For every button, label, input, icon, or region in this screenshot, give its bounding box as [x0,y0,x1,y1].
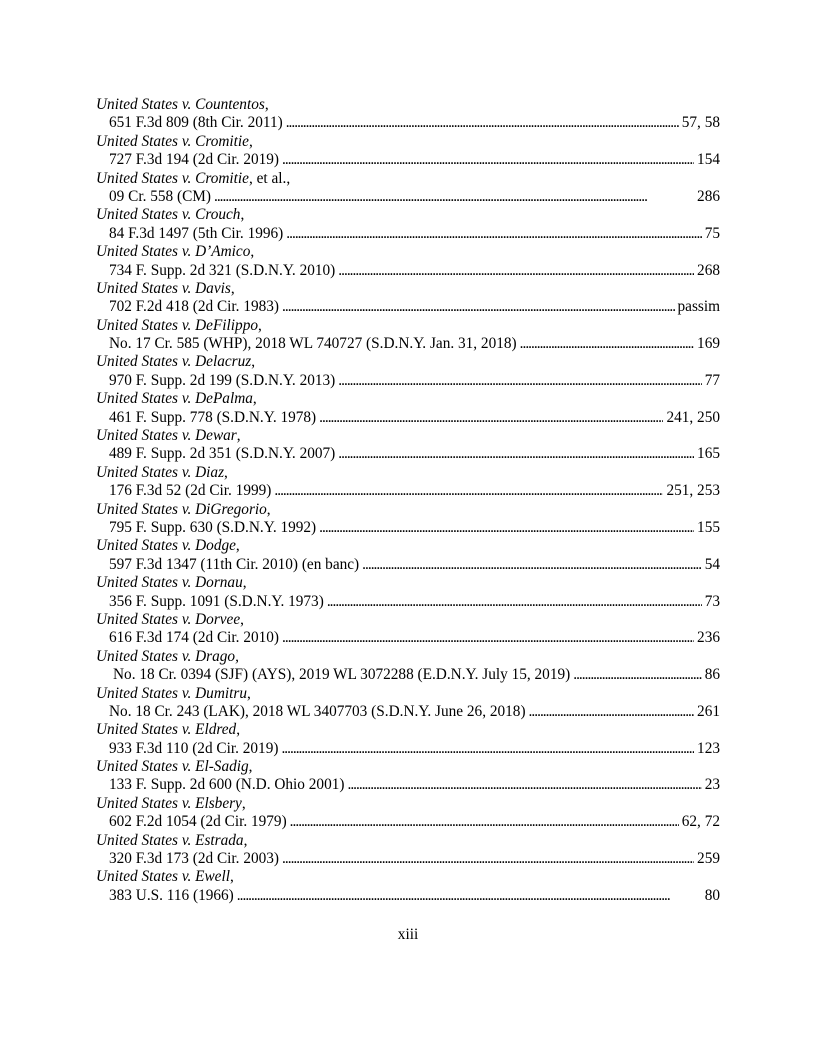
dot-leader [529,703,695,721]
case-name-suffix: , [240,610,244,628]
dot-leader [573,666,701,684]
citation: 651 F.3d 809 (8th Cir. 2011) [109,114,283,132]
table-of-authorities [96,96,720,905]
citation: 727 F.3d 194 (2d Cir. 2019) [109,151,280,169]
case-name-line [96,685,720,703]
page-references: 155 [697,518,720,536]
toa-entry [96,464,720,501]
citation-line [96,740,720,758]
toa-entry [96,537,720,574]
case-name-line [96,280,720,298]
case-name-line [96,611,720,629]
citation-line [96,262,720,280]
case-name-suffix: , [266,500,271,518]
dot-leader [214,188,694,206]
page-references: 77 [704,371,720,389]
case-name: United States v. D’Amico [96,243,251,261]
case-name-line [96,868,720,886]
case-name-suffix: , [248,758,253,776]
case-name-line [96,795,720,813]
citation-line [96,666,720,684]
case-name: United States v. Dewar [96,427,237,445]
page-references: 80 [704,886,720,904]
case-name-suffix: , [242,574,247,592]
toa-entry [96,611,720,648]
case-name: United States v. Dorvee [96,610,241,628]
case-name-line [96,501,720,519]
toa-entry [96,574,720,611]
dot-leader [282,850,694,868]
citation: 09 Cr. 558 (CM) [109,187,211,205]
citation-line [96,114,720,132]
case-name-line [96,832,720,850]
citation: No. 18 Cr. 0394 (SJF) (AYS), 2019 WL 3072288 (E.D.N.Y. July 15, 2019) [113,666,571,684]
case-name-line [96,206,720,224]
page-references: 268 [697,261,720,279]
citation: 176 F.3d 52 (2d Cir. 1999) [109,482,272,500]
toa-entry [96,758,720,795]
case-name: United States v. Davis [96,279,231,297]
case-name: United States v. DePalma [96,390,253,408]
citation-line [96,188,720,206]
page-references: 261 [697,702,720,720]
citation: No. 17 Cr. 585 (WHP), 2018 WL 740727 (S.D.N.Y. Jan. 31, 2018) [109,335,517,353]
dot-leader [327,593,702,611]
case-name: United States v. DiGregorio [96,500,267,518]
case-name-line [96,648,720,666]
case-name: United States v. Cromitie [96,132,249,150]
citation-line [96,335,720,353]
dot-leader [282,629,694,647]
citation: 970 F. Supp. 2d 199 (S.D.N.Y. 2013) [109,371,336,389]
citation-line [96,519,720,537]
toa-entry [96,832,720,869]
citation: 133 F. Supp. 2d 600 (N.D. Ohio 2001) [109,776,345,794]
case-name-suffix: , [258,316,262,334]
page-references: 169 [697,335,720,353]
citation-line [96,887,720,905]
case-name-line [96,758,720,776]
toa-entry [96,648,720,685]
page-references: 236 [697,629,720,647]
case-name-suffix: , [252,390,257,408]
page-references: 251, 253 [666,482,720,500]
toa-entry [96,353,720,390]
citation-line [96,372,720,390]
citation-line [96,813,720,831]
toa-entry [96,721,720,758]
case-name-suffix: , [236,427,241,445]
dot-leader [281,740,694,758]
page-references: 165 [697,445,720,463]
citation: 933 F.3d 110 (2d Cir. 2019) [109,739,279,757]
case-name: United States v. Dumitru [96,684,247,702]
case-name-line [96,170,720,188]
case-name: United States v. El-Sadig [96,758,249,776]
toa-entry [96,243,720,280]
citation: 356 F. Supp. 1091 (S.D.N.Y. 1973) [109,592,324,610]
case-name: United States v. Countentos [96,96,265,113]
case-name-line [96,353,720,371]
case-name-line [96,96,720,114]
case-name: United States v. DeFilippo [96,316,258,334]
citation: 702 F.2d 418 (2d Cir. 1983) [109,298,280,316]
case-name: United States v. Crouch [96,206,241,224]
citation: 795 F. Supp. 630 (S.D.N.Y. 1992) [109,518,317,536]
case-name-line [96,464,720,482]
dot-leader [338,262,694,280]
case-name-suffix: , [224,463,228,481]
toa-entry [96,206,720,243]
page-references: 57, 58 [681,114,720,132]
case-name-suffix: , [248,132,253,150]
case-name-line [96,537,720,555]
dot-leader [237,887,702,905]
page-references: 23 [704,776,720,794]
dot-leader [362,556,702,574]
case-name: United States v. Drago, [96,647,239,665]
toa-entry [96,170,720,207]
citation: 602 F.2d 1054 (2d Cir. 1979) [109,813,287,831]
case-name-suffix: , [251,353,256,371]
case-name-suffix: , et al., [248,169,291,187]
case-name-line [96,427,720,445]
case-name-line [96,390,720,408]
case-name-suffix: , [246,684,251,702]
toa-entry [96,795,720,832]
dot-leader [520,335,694,353]
case-name-suffix: , [240,206,245,224]
citation-line [96,445,720,463]
page-references: passim [677,298,720,316]
page-references: 73 [704,592,720,610]
case-name-suffix: , [236,721,241,739]
dot-leader [319,519,694,537]
case-name-line [96,721,720,739]
case-name-suffix: , [243,831,248,849]
page-references: 86 [704,666,720,684]
page-references: 54 [704,555,720,573]
dot-leader [286,114,679,132]
citation-line [96,629,720,647]
dot-leader [282,151,694,169]
toa-entry [96,317,720,354]
case-name: United States v. Delacruz [96,353,252,371]
citation: 597 F.3d 1347 (11th Cir. 2010) (en banc) [109,555,360,573]
citation-line [96,850,720,868]
citation-line [96,593,720,611]
citation: 616 F.3d 174 (2d Cir. 2010) [109,629,280,647]
citation-line [96,298,720,316]
toa-entry [96,427,720,464]
citation-line [96,225,720,243]
citation-line [96,776,720,794]
citation: 320 F.3d 173 (2d Cir. 2003) [109,850,280,868]
page-references: 241, 250 [666,408,720,426]
case-name-line [96,133,720,151]
case-name: United States v. Diaz [96,463,225,481]
case-name: United States v. Elsbery [96,794,242,812]
toa-entry [96,390,720,427]
page-references: 154 [697,151,720,169]
dot-leader [338,445,694,463]
case-name-suffix: , [229,868,234,886]
dot-leader [319,409,663,427]
citation-line [96,482,720,500]
case-name-suffix: , [241,794,246,812]
case-name: United States v. Cromitie [96,169,249,187]
dot-leader [282,298,674,316]
citation-line [96,556,720,574]
dot-leader [347,776,701,794]
citation: 84 F.3d 1497 (5th Cir. 1996) [109,224,284,242]
case-name: United States v. Eldred [96,721,237,739]
case-name: United States v. Dodge [96,537,236,555]
citation-line [96,151,720,169]
dot-leader [286,225,701,243]
page-references: 75 [704,224,720,242]
citation: 461 F. Supp. 778 (S.D.N.Y. 1978) [109,408,317,426]
case-name-suffix: , [230,279,235,297]
page-references: 62, 72 [681,813,720,831]
case-name-suffix: , [264,96,269,113]
case-name-suffix: , [235,537,240,555]
dot-leader [290,813,679,831]
case-name-line [96,243,720,261]
case-name-suffix: , [250,243,255,261]
toa-entry [96,685,720,722]
case-name: United States v. Ewell [96,868,230,886]
citation-line [96,409,720,427]
case-name: United States v. Dornau [96,574,243,592]
citation: 489 F. Supp. 2d 351 (S.D.N.Y. 2007) [109,445,336,463]
citation-line [96,703,720,721]
dot-leader [274,482,663,500]
page-references: 123 [697,739,720,757]
citation: No. 18 Cr. 243 (LAK), 2018 WL 3407703 (S.D.N.Y. June 26, 2018) [109,702,526,720]
toa-entry [96,501,720,538]
citation: 383 U.S. 116 (1966) [109,886,234,904]
citation: 734 F. Supp. 2d 321 (S.D.N.Y. 2010) [109,261,336,279]
dot-leader [338,372,701,390]
toa-entry [96,133,720,170]
page-references: 259 [697,850,720,868]
page-references: 286 [697,187,720,205]
toa-entry [96,868,720,905]
page-number: xiii [397,926,419,943]
case-name-line [96,574,720,592]
case-name: United States v. Estrada [96,831,244,849]
toa-entry [96,280,720,317]
toa-entry [96,96,720,133]
case-name-line [96,317,720,335]
